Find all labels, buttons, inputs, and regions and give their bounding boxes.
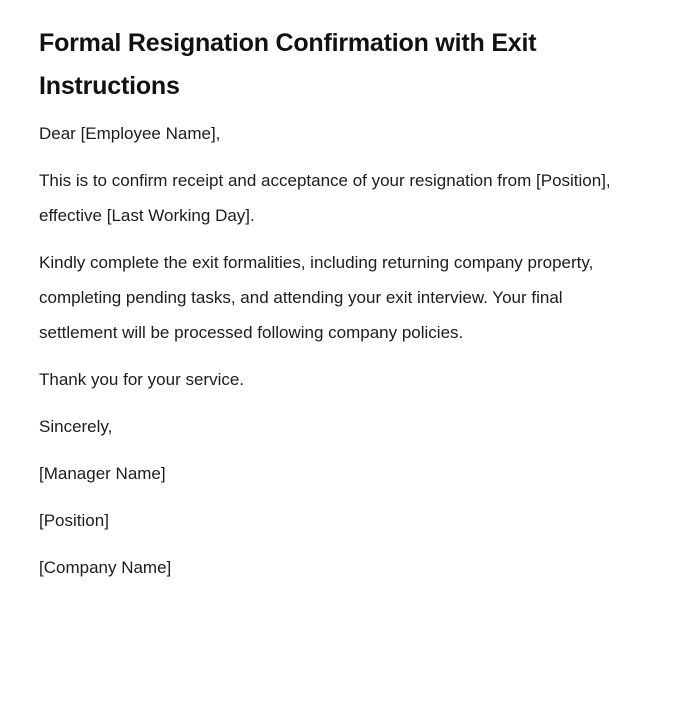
signature-company-name: [Company Name] [39,558,172,577]
salutation-paragraph: Dear [Employee Name], [39,124,221,143]
signature-position: [Position] [39,511,109,530]
body-paragraph-2: Kindly complete the exit formalities, including returning company property, completing pending tasks, and attending your exit interview. Your final settlement will be processed following company policies. [39,253,594,342]
closing-paragraph: Sincerely, [39,417,113,436]
thanks-paragraph: Thank you for your service. [39,370,245,389]
signature-manager-name: [Manager Name] [39,464,166,483]
body-paragraph-1: This is to confirm receipt and acceptance of your resignation from [Position], effective [Last Working Day]. [39,171,611,225]
page-title: Formal Resignation Confirmation with Exit Instructions [39,29,537,100]
